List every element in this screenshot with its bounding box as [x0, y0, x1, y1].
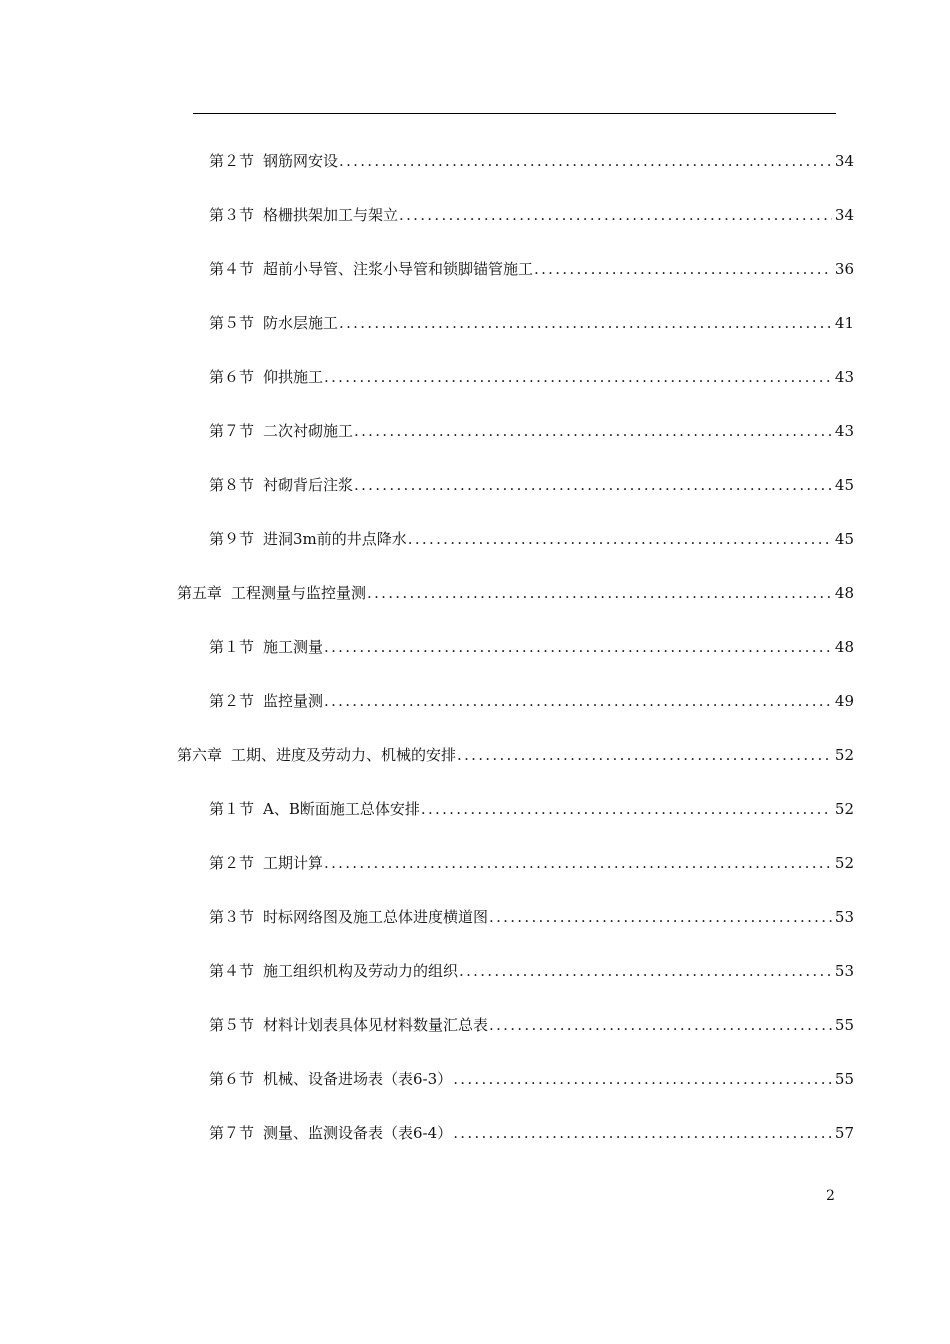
toc-entry-label: 第１节	[209, 800, 255, 818]
toc-entry-label: 第５节	[209, 314, 255, 332]
dot-leader	[489, 905, 832, 929]
toc-entry-title: 仰拱施工	[263, 368, 324, 386]
toc-entry-label: 第６节	[209, 1070, 255, 1088]
toc-entry[interactable]	[209, 1013, 854, 1037]
toc-entry-page: 34	[834, 206, 854, 224]
toc-entry[interactable]	[209, 689, 854, 713]
toc-entry-title: 二次衬砌施工	[263, 422, 354, 440]
dot-leader	[534, 257, 832, 281]
toc-entry-page: 45	[834, 476, 854, 494]
dot-leader	[457, 743, 832, 767]
toc-entry-title: 防水层施工	[263, 314, 339, 332]
toc-entry-page: 53	[834, 908, 854, 926]
toc-entry-page: 48	[834, 584, 854, 602]
toc-entry-title: 工期、进度及劳动力、机械的安排	[231, 746, 457, 764]
toc-entry[interactable]	[209, 635, 854, 659]
toc-entry[interactable]	[209, 797, 854, 821]
dot-leader	[367, 581, 832, 605]
toc-chapter-entry[interactable]	[177, 743, 854, 767]
toc-entry-title: A、B断面施工总体安排	[263, 800, 420, 818]
toc-entry-title: 时标网络图及施工总体进度横道图	[263, 908, 489, 926]
toc-entry-label: 第８节	[209, 476, 255, 494]
toc-entry-title: 施工测量	[263, 638, 324, 656]
toc-entry[interactable]	[209, 203, 854, 227]
toc-entry-page: 55	[834, 1016, 854, 1034]
toc-chapter-entry[interactable]	[177, 581, 854, 605]
toc-entry-label: 第５节	[209, 1016, 255, 1034]
toc-entry-label: 第２节	[209, 854, 255, 872]
toc-entry-title: 施工组织机构及劳动力的组织	[263, 962, 459, 980]
toc-entry-page: 48	[834, 638, 854, 656]
toc-entry[interactable]	[209, 1067, 854, 1091]
toc-entry-page: 55	[834, 1070, 854, 1088]
dot-leader	[399, 203, 832, 227]
toc-entry-page: 52	[834, 800, 854, 818]
dot-leader	[324, 365, 832, 389]
dot-leader	[324, 635, 832, 659]
toc-entry-label: 第９节	[209, 530, 255, 548]
toc-entry[interactable]	[209, 905, 854, 929]
toc-entry-page: 53	[834, 962, 854, 980]
toc-entry-page: 57	[834, 1124, 854, 1142]
dot-leader	[459, 959, 832, 983]
toc-entry-label: 第五章	[177, 584, 223, 602]
dot-leader	[421, 797, 832, 821]
dot-leader	[408, 527, 832, 551]
toc-entry-title: 材料计划表具体见材料数量汇总表	[263, 1016, 489, 1034]
toc-entry-label: 第２节	[209, 692, 255, 710]
toc-entry[interactable]	[209, 419, 854, 443]
toc-entry[interactable]	[209, 1121, 854, 1145]
toc-entry-page: 43	[834, 368, 854, 386]
toc-entry[interactable]	[209, 851, 854, 875]
toc-entry-title: 监控量测	[263, 692, 324, 710]
toc-entry-page: 52	[834, 746, 854, 764]
toc-entry[interactable]	[209, 473, 854, 497]
toc-entry[interactable]	[209, 257, 854, 281]
toc-entry-label: 第六章	[177, 746, 223, 764]
toc-entry-title: 钢筋网安设	[263, 152, 339, 170]
dot-leader	[324, 689, 832, 713]
toc-entry-title: 机械、设备进场表（表6-3）	[263, 1070, 453, 1088]
toc-entry-page: 45	[834, 530, 854, 548]
toc-entry-label: 第４节	[209, 962, 255, 980]
toc-entry-label: 第６节	[209, 368, 255, 386]
toc-entry-title: 工期计算	[263, 854, 324, 872]
toc-entry[interactable]	[209, 527, 854, 551]
toc-entry-title: 超前小导管、注浆小导管和锁脚锚管施工	[263, 260, 534, 278]
toc-entry[interactable]	[209, 959, 854, 983]
toc-entry-title: 进洞3m前的井点降水	[263, 530, 407, 548]
toc-entry[interactable]	[209, 149, 854, 173]
toc-entry-title: 衬砌背后注浆	[263, 476, 354, 494]
toc-entry-page: 34	[834, 152, 854, 170]
toc-entry-label: 第７节	[209, 1124, 255, 1142]
toc-entry-label: 第３节	[209, 908, 255, 926]
toc-entry-page: 36	[834, 260, 854, 278]
dot-leader	[354, 419, 832, 443]
toc-entry-page: 43	[834, 422, 854, 440]
toc-entry-page: 49	[834, 692, 854, 710]
toc-entry-page: 52	[834, 854, 854, 872]
dot-leader	[339, 311, 832, 335]
dot-leader	[339, 149, 832, 173]
dot-leader	[453, 1067, 832, 1091]
dot-leader	[324, 851, 832, 875]
toc-entry-page: 41	[834, 314, 854, 332]
toc-entry-title: 工程测量与监控量测	[231, 584, 367, 602]
toc-entry-label: 第１节	[209, 638, 255, 656]
toc-entry-label: 第２节	[209, 152, 255, 170]
toc-entry-label: 第４节	[209, 260, 255, 278]
dot-leader	[354, 473, 832, 497]
dot-leader	[489, 1013, 832, 1037]
dot-leader	[453, 1121, 832, 1145]
page-number: 2	[826, 1188, 835, 1204]
toc-entry[interactable]	[209, 311, 854, 335]
toc-entry[interactable]	[209, 365, 854, 389]
toc-entry-title: 格栅拱架加工与架立	[263, 206, 399, 224]
toc-entry-label: 第３节	[209, 206, 255, 224]
toc-entry-title: 测量、监测设备表（表6-4）	[263, 1124, 453, 1142]
toc-entry-label: 第７节	[209, 422, 255, 440]
